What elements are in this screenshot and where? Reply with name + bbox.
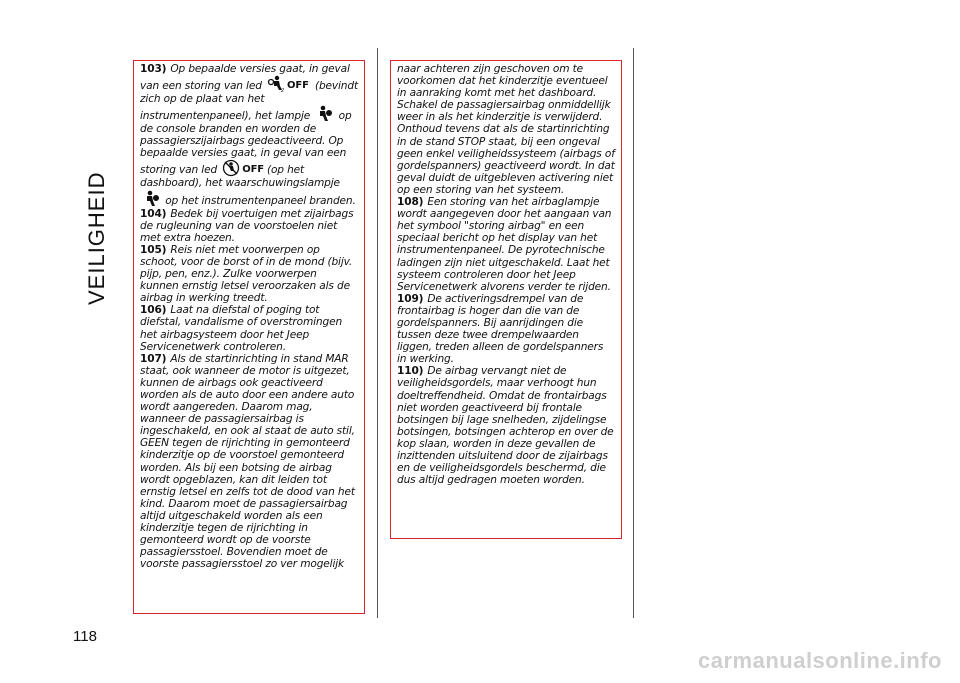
note-108: 108) Een storing van het airbaglampje wordt aangegeven door het aangaan van het symbool "storing airbag" en een speciaal bericht op het display van het instrumentenpaneel. De pyrotechnische ladingen zijn niet uitgeschakeld. Laat het systeem controleren door het Jeep Servicenetwerk alvorens verder te rijden. xyxy=(397,196,612,293)
note-number: 105) xyxy=(140,243,167,256)
note-103: 103) Op bepaalde versies gaat, in geval van een storing van led 2 OFF (bevindt zich op de plaat van het instrumentenpaneel), het lampje op de console branden en worden de passagierszijairbags gedeactiveerd. Op bepaalde versies gaat, in geval van een storing van led OFF (op het dashboard), het waarschuwingslampje op het instrumentenpaneel branden. xyxy=(140,63,358,207)
note-number: 110) xyxy=(397,365,424,378)
off-label: OFF xyxy=(242,164,264,176)
note-106: 106) Laat na diefstal of poging tot diefstal, vandalisme of overstromingen het airbagsysteem door het Jeep Servicenetwerk controleren. xyxy=(140,304,343,353)
passenger-airbag-icon xyxy=(267,75,285,93)
note-107: 107) Als de startinrichting in stand MAR staat, ook wanneer de motor is uitgezet, kunnen de airbags ook geactiveerd worden als de auto door een andere auto wordt aangereden. Daarom mag, wanneer de passagiersairbag is ingeschakeld, en ook al staat de auto stil, GEEN tegen de rijrichting in gemonteerd kinderzitje op de voorstoel gemonteerd worden. Als bij een botsing de airbag wordt opgeblazen, kan dit leiden tot ernstig letsel en zelfs tot de dood van het kind. Daarom moet de passagiersairbag altijd uitgeschakeld worden als een kinderzitje tegen de rijrichting in gemonteerd wordt op de voorste passagiersstoel. Bovendien moet de voorste passagiersstoel zo ver mogelijk xyxy=(140,352,355,571)
note-110: 110) De airbag vervangt niet de veiligheidsgordels, maar verhoogt hun doeltreffendheid. Omdat de frontairbags niet worden geactiveerd bij frontale botsingen bij lage snelheden, zijdelingse botsingen, botsingen achterop en over de kop slaan, worden in deze gevallen de inzittenden uitsluitend door de zijairbags en de veiligheidsgordels beschermd, die dus altijd gedragen moeten worden. xyxy=(397,365,614,487)
airbag-warning-icon xyxy=(315,105,333,123)
chapter-title: VEILIGHEID xyxy=(84,171,109,305)
airbag-warning-icon xyxy=(142,190,160,208)
svg-text:2: 2 xyxy=(281,88,285,94)
note-number: 108) xyxy=(397,196,424,209)
column-divider-2 xyxy=(633,48,634,618)
note-number: 103) xyxy=(140,63,167,75)
warning-box-left xyxy=(133,60,365,614)
column-divider-1 xyxy=(377,48,378,618)
note-107-continued: naar achteren zijn geschoven om te voorkomen dat het kinderzitje eventueel in aanraking komt met het dashboard. Schakel de passagiersairbag onmiddellijk weer in als het kinderzitje is verwijderd. Onthoud tevens dat als de startinrichting in de stand STOP staat, bij een ongeval geen enkel veiligheidssysteem (airbags of gordelspanners) geactiveerd wordt. In dat geval duidt de uitgebleven activering niet op een storing van het systeem. xyxy=(397,63,615,196)
page-number: 118 xyxy=(73,628,97,645)
note-number: 106) xyxy=(140,304,167,317)
off-label: OFF xyxy=(287,80,309,92)
note-number: 104) xyxy=(140,207,167,220)
passenger-airbag-off-icon xyxy=(222,159,240,177)
note-104: 104) Bedek bij voertuigen met zijairbags de rugleuning van de voorstoelen niet met extra hoezen. xyxy=(140,207,354,244)
note-105: 105) Reis niet met voorwerpen op schoot, voor de borst of in de mond (bijv. pijp, pen, enz.). Zulke voorwerpen kunnen ernstig letsel veroorzaken als de airbag in werking treedt. xyxy=(140,243,353,305)
note-109: 109) De activeringsdrempel van de frontairbag is hoger dan die van de gordelspanners. Bij aanrijdingen die tussen deze twee drempelwaarden liggen, treden alleen de gordelspanners in werking. xyxy=(397,292,604,366)
warning-box-right xyxy=(390,60,622,539)
note-number: 107) xyxy=(140,352,167,365)
footer-watermark: carmanualsonline.info xyxy=(698,648,942,673)
note-number: 109) xyxy=(397,292,424,305)
